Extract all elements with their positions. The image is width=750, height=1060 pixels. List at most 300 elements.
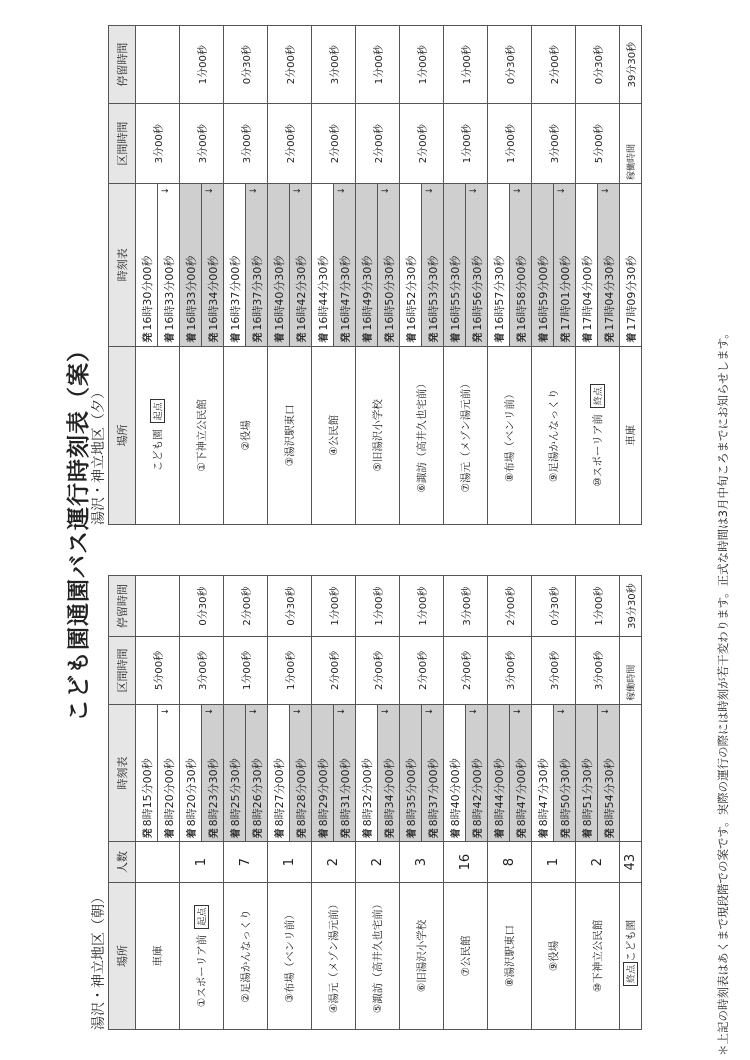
stop-name-label: ⑨足湯かんなっくり [548, 388, 560, 483]
table-row [268, 576, 290, 1030]
evening-stop-name [576, 346, 620, 524]
morning-stop-arr-value: 8時29分00秒 [316, 758, 330, 827]
morning-total-time: 39分30秒 [620, 576, 642, 637]
morning-stop-people: 16 [444, 842, 488, 883]
morning-depot-arr [158, 704, 180, 842]
evening-stop-arr-value: 16時55分30秒 [448, 255, 462, 331]
arrow-icon: ↓ [512, 186, 523, 195]
stop-name-label: ③湯沢駅東口 [284, 404, 296, 467]
end-tag: 終点 [590, 384, 605, 408]
morning-stop-dep-value: 8時31分00秒 [338, 758, 352, 827]
arrow-icon: ↓ [556, 707, 567, 716]
morning-stop-stay: 0分30秒 [532, 576, 576, 637]
morning-stop-people: 1 [532, 842, 576, 883]
morning-stop-interval: 2分00秒 [356, 637, 400, 705]
morning-stop-people: 1 [268, 842, 312, 883]
morning-stop-people: 2 [576, 842, 620, 883]
evening-row-end [620, 26, 642, 525]
morning-stop-dep [510, 704, 532, 842]
table-row [312, 26, 334, 525]
evening-stop-stay: 0分30秒 [576, 26, 620, 104]
morning-stop-arr-value: 8時35分00秒 [404, 758, 418, 827]
morning-stop-arr [576, 704, 598, 842]
evening-stop-stay: 0分30秒 [224, 26, 268, 104]
evening-stop-dep-label: 発 [384, 332, 396, 343]
morning-stop-dep [554, 704, 576, 842]
morning-stop-arr-value: 8時51分30秒 [580, 758, 594, 827]
morning-stop-interval: 2分00秒 [444, 637, 488, 705]
morning-stop-name [224, 882, 268, 1029]
morning-depot-dep-label: 発 [142, 828, 154, 839]
table-row [488, 26, 510, 525]
evening-stop-arr-value: 16時52分30秒 [404, 255, 418, 331]
evening-stop-dep-label: 発 [296, 332, 308, 343]
arrow-icon: ↓ [204, 186, 215, 195]
morning-stop-arr-value: 8時27分00秒 [272, 758, 286, 827]
evening-start-arr-value: 16時33分00秒 [162, 255, 176, 331]
morning-stop-name [444, 882, 488, 1029]
arrow-icon: ↓ [600, 707, 611, 716]
table-row [180, 576, 202, 1030]
morning-stop-arr [268, 704, 290, 842]
evening-end-arr-value: 17時09分30秒 [624, 255, 638, 331]
morning-stop-name [532, 882, 576, 1029]
evening-stop-dep [422, 183, 444, 346]
morning-stop-arr-label: 着 [406, 828, 418, 839]
document-title: こども園通園バス運行時刻表（案） [66, 338, 92, 722]
evening-stop-stay: 1分00秒 [400, 26, 444, 104]
morning-stop-stay: 0分30秒 [180, 576, 224, 637]
evening-timetable [108, 25, 642, 525]
morning-end-time [620, 704, 642, 842]
evening-stop-dep-label: 発 [516, 332, 528, 343]
morning-stop-name [180, 882, 224, 1029]
morning-depot-arr-label: 着 [164, 828, 176, 839]
table-row [356, 576, 378, 1030]
evening-stop-dep-value: 16時34分00秒 [206, 255, 220, 331]
evening-stop-dep-label: 発 [208, 332, 220, 343]
morning-stop-arr-label: 着 [582, 828, 594, 839]
morning-stop-people: 3 [400, 842, 444, 883]
evening-start-interval: 3分00秒 [136, 104, 180, 184]
morning-stop-arr-value: 8時47分30秒 [536, 758, 550, 827]
evening-stop-arr-label: 着 [538, 332, 550, 343]
morning-depot-dep [136, 704, 158, 842]
arrow-icon: ↓ [292, 707, 303, 716]
evening-stop-arr [576, 183, 598, 346]
evening-stop-stay: 3分00秒 [312, 26, 356, 104]
evening-stop-arr-value: 16時49分30秒 [360, 255, 374, 331]
evening-stop-arr-value: 16時37分00秒 [228, 255, 242, 331]
evening-stop-dep-label: 発 [340, 332, 352, 343]
evening-stop-dep [246, 183, 268, 346]
morning-stop-dep [246, 704, 268, 842]
table-row [224, 576, 246, 1030]
evening-stop-interval: 2分00秒 [268, 104, 312, 184]
evening-start-dep-value: 16時30分00秒 [140, 255, 154, 331]
evening-stop-arr-label: 着 [406, 332, 418, 343]
morning-stop-arr-value: 8時25分30秒 [228, 758, 242, 827]
evening-stop-dep-value: 16時50分30秒 [382, 255, 396, 331]
evening-stop-dep [378, 183, 400, 346]
morning-stop-dep-label: 発 [384, 828, 396, 839]
arrow-icon: ↓ [204, 707, 215, 716]
evening-stop-arr-label: 着 [450, 332, 462, 343]
morning-depot-stay [136, 576, 180, 637]
evening-stop-arr [180, 183, 202, 346]
evening-start-stay [136, 26, 180, 104]
evening-stop-interval: 1分00秒 [444, 104, 488, 184]
morning-stop-dep-label: 発 [428, 828, 440, 839]
stop-name-label: ⑥旧湯沢小学校 [416, 919, 428, 993]
evening-stop-arr-value: 16時44分30秒 [316, 255, 330, 331]
morning-stop-stay: 1分00秒 [400, 576, 444, 637]
stop-name-label: ⑤旧湯沢小学校 [372, 399, 384, 472]
morning-stop-interval: 3分00秒 [180, 637, 224, 705]
morning-stop-dep-value: 8時50分30秒 [558, 758, 572, 827]
morning-stop-name [356, 882, 400, 1029]
evening-stop-name [488, 346, 532, 524]
table-row [444, 576, 466, 1030]
evening-stop-arr [488, 183, 510, 346]
evening-stop-arr-label: 着 [230, 332, 242, 343]
morning-stop-interval: 1分00秒 [224, 637, 268, 705]
evening-stop-dep-value: 17時01分00秒 [558, 255, 572, 331]
arrow-icon: ↓ [248, 186, 259, 195]
evening-stop-dep-value: 16時47分30秒 [338, 255, 352, 331]
stop-name-label: ⑤諏訪（高井久也宅前） [372, 898, 384, 1014]
evening-stop-dep [598, 183, 620, 346]
morning-row-depot [136, 576, 158, 1030]
morning-stop-interval: 2分00秒 [400, 637, 444, 705]
evening-start-arr [158, 183, 180, 346]
morning-stop-dep [466, 704, 488, 842]
evening-region-title: 湯沢・神立地区（夕） [91, 385, 107, 525]
morning-stop-dep-value: 8時34分00秒 [382, 758, 396, 827]
stop-name-label: ①下神立公民館 [196, 399, 208, 472]
morning-stop-dep-value: 8時28分00秒 [294, 758, 308, 827]
evening-stop-arr-value: 16時40分30秒 [272, 255, 286, 331]
evening-stop-name [268, 346, 312, 524]
morning-stop-arr [180, 704, 202, 842]
evening-end-arr [620, 183, 642, 346]
morning-stop-dep [290, 704, 312, 842]
arrow-icon: ↓ [512, 707, 523, 716]
morning-stop-dep-value: 8時23分30秒 [206, 758, 220, 827]
morning-row-end [620, 576, 642, 1030]
start-name-label: こども園 [152, 429, 164, 472]
evening-end-name: 車庫 [620, 346, 642, 524]
end-tag: 終点 [623, 962, 638, 986]
morning-stop-dep-label: 発 [296, 828, 308, 839]
stop-name-label: ⑧湯沢駅東口 [504, 924, 516, 987]
morning-stop-dep-label: 発 [340, 828, 352, 839]
evening-stop-name [356, 346, 400, 524]
start-tag: 起点 [150, 399, 165, 423]
morning-stop-people: 7 [224, 842, 268, 883]
evening-stop-dep-label: 発 [472, 332, 484, 343]
evening-stop-arr [268, 183, 290, 346]
morning-stop-dep-label: 発 [516, 828, 528, 839]
evening-stop-interval: 2分00秒 [400, 104, 444, 184]
evening-stop-name [224, 346, 268, 524]
morning-header-0: 場所 [109, 882, 136, 1029]
morning-depot-people [136, 842, 180, 883]
arrow-icon: ↓ [292, 186, 303, 195]
morning-stop-people: 2 [356, 842, 400, 883]
evening-stop-arr-label: 着 [494, 332, 506, 343]
morning-stop-name [400, 882, 444, 1029]
evening-stop-stay: 0分30秒 [488, 26, 532, 104]
morning-header-4: 停留時間 [109, 576, 136, 637]
morning-stop-stay: 2分00秒 [224, 576, 268, 637]
evening-row-start [136, 26, 158, 525]
morning-header-3: 区間時間 [109, 637, 136, 705]
evening-stop-arr [400, 183, 422, 346]
morning-stop-people: 2 [312, 842, 356, 883]
evening-start-name [136, 346, 180, 524]
morning-stop-arr-label: 着 [362, 828, 374, 839]
evening-stop-arr-label: 着 [186, 332, 198, 343]
evening-total-time: 39分30秒 [620, 26, 642, 104]
morning-stop-arr-label: 着 [274, 828, 286, 839]
evening-stop-name [400, 346, 444, 524]
evening-stop-stay: 1分00秒 [444, 26, 488, 104]
arrow-icon: ↓ [380, 186, 391, 195]
evening-stop-interval: 1分00秒 [488, 104, 532, 184]
footnote: ＊上記の時刻表はあくまで現段階での案です。実際の運行の際には時刻が若干変わります。正式な時間は3月中旬ころまでにお知らせします。 [716, 327, 730, 1056]
stop-name-label: ③布場（ベンリ前） [284, 909, 296, 1003]
evening-stop-arr [312, 183, 334, 346]
morning-stop-stay: 1分00秒 [576, 576, 620, 637]
table-row [488, 576, 510, 1030]
evening-stop-dep [466, 183, 488, 346]
morning-stop-arr [488, 704, 510, 842]
morning-region-title: 湯沢・神立地区（朝） [91, 890, 107, 1030]
table-row [400, 26, 422, 525]
evening-stop-dep [290, 183, 312, 346]
stop-name-label: ④湯元（メゾン湯元前） [328, 898, 340, 1013]
morning-stop-arr [312, 704, 334, 842]
evening-end-arr-label: 着 [626, 332, 638, 343]
arrow-icon: ↓ [424, 186, 435, 195]
stop-name-label: ⑥諏訪（高井久也宅前） [416, 378, 428, 493]
start-tag: 起点 [194, 905, 209, 929]
morning-stop-interval: 3分00秒 [488, 637, 532, 705]
stop-name-label: ⑩スポーリア前 [592, 414, 604, 487]
morning-depot-name: 車庫 [136, 882, 180, 1029]
morning-stop-arr-value: 8時32分00秒 [360, 758, 374, 827]
evening-stop-dep-value: 16時42分30秒 [294, 255, 308, 331]
evening-stop-stay: 2分00秒 [268, 26, 312, 104]
table-row [356, 26, 378, 525]
evening-stop-interval: 2分00秒 [356, 104, 400, 184]
morning-stop-dep-label: 発 [604, 828, 616, 839]
evening-stop-arr-value: 16時33分00秒 [184, 255, 198, 331]
evening-stop-stay: 1分00秒 [356, 26, 400, 104]
morning-stop-arr [224, 704, 246, 842]
morning-stop-name [312, 882, 356, 1029]
evening-stop-dep-value: 16時58分00秒 [514, 255, 528, 331]
stop-name-label: ④公民館 [328, 414, 340, 456]
table-row [312, 576, 334, 1030]
table-row [224, 26, 246, 525]
morning-stop-stay: 0分30秒 [268, 576, 312, 637]
stop-name-label: ②足湯かんなっくり [240, 909, 252, 1003]
evening-stop-dep [510, 183, 532, 346]
morning-stop-stay: 3分00秒 [444, 576, 488, 637]
arrow-icon: ↓ [468, 186, 479, 195]
morning-stop-interval: 1分00秒 [268, 637, 312, 705]
evening-stop-arr-value: 17時04分00秒 [580, 255, 594, 331]
evening-stop-name [444, 346, 488, 524]
morning-stop-dep [422, 704, 444, 842]
evening-stop-arr [444, 183, 466, 346]
evening-stop-stay: 1分00秒 [180, 26, 224, 104]
stop-name-label: ⑨役場 [548, 940, 560, 972]
morning-stop-arr-value: 8時44分00秒 [492, 758, 506, 827]
morning-stop-dep-value: 8時42分00秒 [470, 758, 484, 827]
table-row [444, 26, 466, 525]
evening-header-row [109, 26, 136, 525]
evening-stop-arr-value: 16時57分30秒 [492, 255, 506, 331]
evening-stop-dep-value: 16時56分30秒 [470, 255, 484, 331]
evening-stop-dep-label: 発 [252, 332, 264, 343]
morning-stop-stay: 2分00秒 [488, 576, 532, 637]
morning-stop-name [488, 882, 532, 1029]
morning-stop-interval: 2分00秒 [312, 637, 356, 705]
arrow-icon: ↓ [336, 707, 347, 716]
evening-stop-name [180, 346, 224, 524]
evening-header-3: 停留時間 [109, 26, 136, 104]
evening-running-label: 稼働時間 [620, 104, 642, 184]
morning-header-1: 人数 [109, 842, 136, 883]
morning-stop-dep-label: 発 [208, 828, 220, 839]
morning-depot-interval: 5分00秒 [136, 637, 180, 705]
evening-stop-name [532, 346, 576, 524]
evening-stop-dep-value: 17時04分30秒 [602, 255, 616, 331]
morning-end-name [620, 882, 642, 1029]
evening-header-2: 区間時間 [109, 104, 136, 184]
evening-start-dep [136, 183, 158, 346]
evening-stop-arr-value: 16時59分00秒 [536, 255, 550, 331]
evening-stop-dep [202, 183, 224, 346]
morning-stop-dep-label: 発 [252, 828, 264, 839]
morning-stop-people: 1 [180, 842, 224, 883]
evening-stop-interval: 3分00秒 [532, 104, 576, 184]
evening-stop-dep-label: 発 [560, 332, 572, 343]
evening-header-1: 時刻表 [109, 183, 136, 346]
morning-stop-dep-value: 8時47分00秒 [514, 758, 528, 827]
morning-stop-arr [532, 704, 554, 842]
table-row [268, 26, 290, 525]
evening-stop-stay: 2分00秒 [532, 26, 576, 104]
morning-stop-dep-value: 8時54分30秒 [602, 758, 616, 827]
evening-stop-interval: 2分00秒 [312, 104, 356, 184]
table-row [576, 576, 598, 1030]
morning-stop-arr-label: 着 [230, 828, 242, 839]
arrow-icon: ↓ [160, 707, 171, 716]
evening-stop-dep-value: 16時37分30秒 [250, 255, 264, 331]
morning-depot-arr-value: 8時20分00秒 [162, 758, 176, 827]
evening-start-dep-label: 発 [142, 332, 154, 343]
table-row [532, 576, 554, 1030]
morning-stop-arr-label: 着 [186, 828, 198, 839]
evening-header-0: 場所 [109, 346, 136, 524]
morning-stop-stay: 1分00秒 [312, 576, 356, 637]
evening-stop-arr [356, 183, 378, 346]
evening-stop-arr [224, 183, 246, 346]
morning-stop-dep-label: 発 [472, 828, 484, 839]
arrow-icon: ↓ [600, 186, 611, 195]
table-row [400, 576, 422, 1030]
evening-stop-arr-label: 着 [362, 332, 374, 343]
morning-stop-arr-label: 着 [318, 828, 330, 839]
morning-header-row [109, 576, 136, 1030]
morning-depot-dep-value: 8時15分00秒 [140, 758, 154, 827]
morning-stop-arr [400, 704, 422, 842]
morning-timetable [108, 575, 642, 1030]
morning-stop-dep [598, 704, 620, 842]
morning-stop-dep-value: 8時37分00秒 [426, 758, 440, 827]
morning-stop-interval: 3分00秒 [576, 637, 620, 705]
morning-stop-arr [444, 704, 466, 842]
evening-stop-arr-label: 着 [582, 332, 594, 343]
arrow-icon: ↓ [160, 186, 171, 195]
table-row [576, 26, 598, 525]
morning-running-label: 稼働時間 [620, 637, 642, 705]
arrow-icon: ↓ [424, 707, 435, 716]
morning-stop-dep [378, 704, 400, 842]
morning-stop-arr [356, 704, 378, 842]
arrow-icon: ↓ [336, 186, 347, 195]
morning-stop-arr-value: 8時20分30秒 [184, 758, 198, 827]
evening-stop-arr-label: 着 [318, 332, 330, 343]
morning-stop-name [268, 882, 312, 1029]
arrow-icon: ↓ [380, 707, 391, 716]
evening-stop-dep-value: 16時53分30秒 [426, 255, 440, 331]
stop-name-label: ⑩下神立公民館 [592, 919, 604, 993]
evening-stop-interval: 5分00秒 [576, 104, 620, 184]
table-row [532, 26, 554, 525]
end-name-label: こども園 [625, 919, 637, 962]
stop-name-label: ⑦湯元（メゾン湯元前） [460, 378, 472, 493]
morning-stop-stay: 1分00秒 [356, 576, 400, 637]
morning-stop-name [576, 882, 620, 1029]
table-row [180, 26, 202, 525]
evening-stop-name [312, 346, 356, 524]
stop-name-label: ①スポーリア前 [196, 934, 208, 1008]
arrow-icon: ↓ [468, 707, 479, 716]
morning-stop-dep [334, 704, 356, 842]
arrow-icon: ↓ [248, 707, 259, 716]
morning-stop-dep-value: 8時26分30秒 [250, 758, 264, 827]
evening-stop-interval: 3分00秒 [224, 104, 268, 184]
morning-stop-dep-label: 発 [560, 828, 572, 839]
stop-name-label: ⑧布場（ベンリ前） [504, 388, 516, 483]
morning-total-people: 43 [620, 842, 642, 883]
morning-stop-people: 8 [488, 842, 532, 883]
morning-stop-dep [202, 704, 224, 842]
arrow-icon: ↓ [556, 186, 567, 195]
stop-name-label: ②役場 [240, 420, 252, 451]
evening-stop-dep-label: 発 [428, 332, 440, 343]
evening-stop-arr [532, 183, 554, 346]
evening-stop-arr-label: 着 [274, 332, 286, 343]
morning-header-2: 時刻表 [109, 704, 136, 842]
morning-stop-arr-value: 8時40分00秒 [448, 758, 462, 827]
stop-name-label: ⑦公民館 [460, 935, 472, 977]
